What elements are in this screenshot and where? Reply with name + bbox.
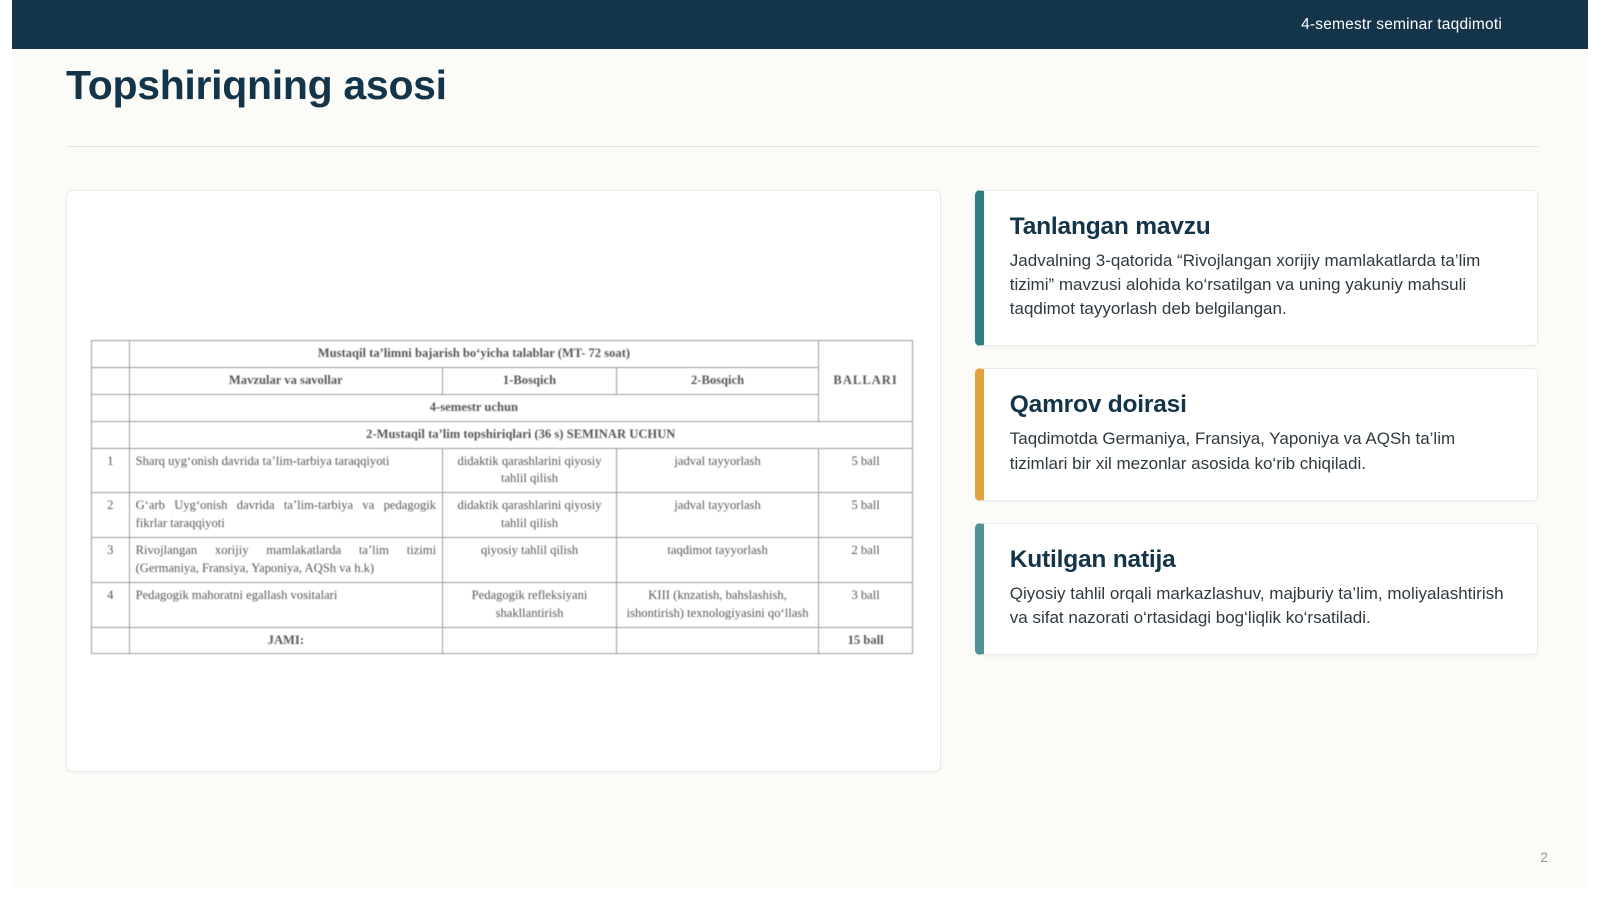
card-text: Jadvalning 3-qatorida “Rivojlangan xorijiy mamlakatlarda ta’lim tizimi” mavzusi alohida ko‘rsatilgan va uning yakuniy mahsuli taqdimot tayyorlash deb belgilangan.: [1009, 251, 1481, 319]
table-band-semester: 4-semestr uchun: [129, 394, 819, 421]
insight-cards: [975, 190, 1538, 772]
table-cell-empty: [92, 367, 130, 394]
page-title: Topshiriqning asosi: [66, 62, 447, 108]
row-score: 5 ball: [819, 448, 913, 493]
table-row: [92, 394, 913, 421]
table-row: [92, 538, 913, 583]
table-title-cell: Mustaqil ta’limni bajarish bo‘yicha talablar (MT- 72 soat): [129, 341, 819, 368]
row-stage1: didaktik qarashlarini qiyosiy tahlil qilish: [443, 493, 617, 538]
row-stage2: jadval tayyorlash: [616, 448, 818, 493]
row-number: 3: [92, 538, 130, 583]
table-cell-empty: [92, 627, 130, 654]
row-topic: Sharq uyg‘onish davrida ta’lim-tarbiya taraqqiyoti: [129, 448, 443, 493]
card-title: Tanlangan mavzu: [1009, 213, 1211, 240]
table-row: [92, 493, 913, 538]
card-title: Qamrov doirasi: [1009, 391, 1187, 419]
row-stage1: didaktik qarashlarini qiyosiy tahlil qilish: [443, 448, 617, 493]
row-stage2: KIII (knzatish, bahslashish, ishontirish) texnologiyasini qo‘llash: [616, 582, 818, 627]
requirements-table-wrap: [91, 340, 913, 654]
row-stage1: qiyosiy tahlil qilish: [443, 538, 617, 583]
table-cell-empty: [92, 341, 130, 368]
row-score: 5 ball: [819, 493, 913, 538]
card-text: Qiyosiy tahlil orqali markazlashuv, majburiy ta’lim, moliyalashtirish va sifat nazorati o‘rtasidagi bog‘liqlik ko‘rsatiladi.: [1009, 583, 1504, 627]
total-score: 15 ball: [819, 627, 913, 654]
row-number: 4: [92, 582, 130, 627]
row-topic: Rivojlangan xorijiy mamlakatlarda ta’lim tizimi (Germaniya, Fransiya, Yaponiya, AQSh va h.k): [129, 538, 443, 583]
page-number: 2: [1540, 849, 1548, 865]
table-header-stage1: 1-Bosqich: [443, 367, 617, 394]
table-cell-empty: [616, 627, 818, 654]
slide-content: [66, 190, 1538, 772]
table-band-section: 2-Mustaqil ta’lim topshiriqlari (36 s) SEMINAR UCHUN: [129, 421, 912, 448]
card-title: Kutilgan natija: [1009, 545, 1176, 573]
insight-card-expected-result: [975, 523, 1538, 655]
row-topic: G‘arb Uyg‘onish davrida ta’lim-tarbiya va pedagogik fikrlar taraqqiyoti: [129, 493, 443, 538]
row-number: 2: [92, 493, 130, 538]
row-stage2: jadval tayyorlash: [616, 493, 818, 538]
row-number: 1: [92, 448, 130, 493]
table-cell-empty: [443, 627, 617, 654]
table-row: [92, 367, 913, 394]
total-label: JAMI:: [129, 627, 443, 654]
table-header-score: BALLARI: [819, 341, 913, 422]
table-row: [92, 582, 913, 627]
row-stage2: taqdimot tayyorlash: [616, 538, 818, 583]
slide-topbar: [12, 0, 1588, 49]
requirements-table: [91, 340, 913, 654]
table-cell-empty: [92, 394, 130, 421]
insight-card-selected-topic: [975, 190, 1538, 346]
table-header-topics: Mavzular va savollar: [129, 367, 443, 394]
table-row: [92, 341, 913, 368]
presentation-label: 4-semestr seminar taqdimoti: [1301, 15, 1502, 33]
insight-card-scope: [975, 368, 1538, 500]
title-divider: [66, 146, 1538, 147]
row-score: 3 ball: [819, 582, 913, 627]
row-topic: Pedagogik mahoratni egallash vositalari: [129, 582, 443, 627]
table-row-total: [92, 627, 913, 654]
table-card: [66, 190, 941, 772]
table-row: [92, 448, 913, 493]
table-row: [92, 421, 913, 448]
table-header-stage2: 2-Bosqich: [616, 367, 818, 394]
card-text: Taqdimotda Germaniya, Fransiya, Yaponiya va AQSh ta’lim tizimlari bir xil mezonlar asosida ko‘rib chiqiladi.: [1009, 429, 1456, 473]
row-score: 2 ball: [819, 538, 913, 583]
table-cell-empty: [92, 421, 130, 448]
row-stage1: Pedagogik refleksiyani shakllantirish: [443, 582, 617, 627]
